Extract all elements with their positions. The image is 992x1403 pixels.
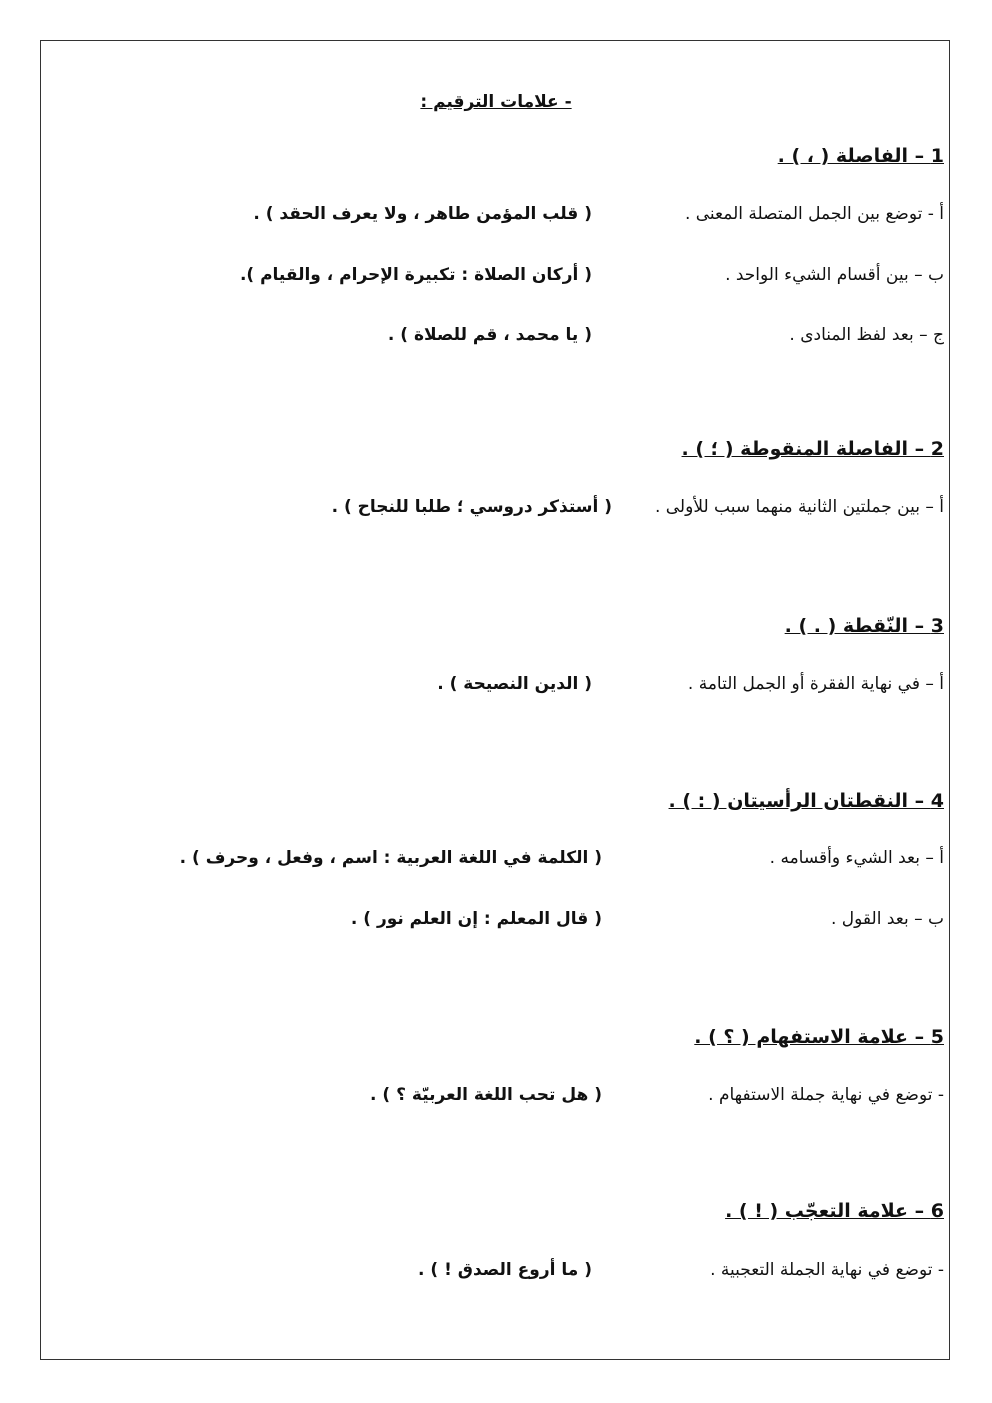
section-heading-colon: 4 – النقطتان الرأسيتان ( : ) . <box>668 790 944 812</box>
rule-example: ( الدين النصيحة ) . <box>437 674 592 694</box>
section-heading-comma: 1 – الفاصلة ( ، ) . <box>777 145 944 167</box>
document-title-text: - علامات الترقيم : <box>420 92 572 112</box>
section-heading-semicolon: 2 – الفاصلة المنقوطة ( ؛ ) . <box>681 438 944 460</box>
rule-description: ب – بين أقسام الشيء الواحد . <box>725 265 944 285</box>
rule-description: أ – بعد الشيء وأقسامه . <box>769 848 944 868</box>
rule-description: - توضع في نهاية الجملة التعجبية . <box>710 1260 944 1280</box>
rule-description: أ – في نهاية الفقرة أو الجمل التامة . <box>687 674 944 694</box>
page-frame <box>40 40 950 1360</box>
rule-description: ب – بعد القول . <box>830 909 944 929</box>
rule-example: ( قلب المؤمن طاهر ، ولا يعرف الحقد ) . <box>253 204 592 224</box>
rule-description: أ - توضع بين الجمل المتصلة المعنى . <box>684 204 944 224</box>
rule-example: ( يا محمد ، قم للصلاة ) . <box>387 325 592 345</box>
rule-description: ج – بعد لفظ المنادى . <box>789 325 944 345</box>
rule-example: ( الكلمة في اللغة العربية : اسم ، وفعل ، وحرف ) . <box>179 848 602 868</box>
rule-description: - توضع في نهاية جملة الاستفهام . <box>708 1085 944 1105</box>
rule-example: ( أستذكر دروسي ؛ طلبا للنجاح ) . <box>331 497 612 517</box>
rule-description: أ – بين جملتين الثانية منهما سبب للأولى . <box>654 497 944 517</box>
section-heading-exclamation-mark: 6 – علامة التعجّب ( ! ) . <box>725 1200 944 1222</box>
section-heading-period: 3 – النّقطة ( . ) . <box>784 615 944 637</box>
rule-example: ( ما أروع الصدق ! ) . <box>418 1260 592 1280</box>
document-title <box>0 92 992 112</box>
rule-example: ( هل تحب اللغة العربيّة ؟ ) . <box>370 1085 602 1105</box>
rule-example: ( أركان الصلاة : تكبيرة الإحرام ، والقيام ). <box>239 265 592 285</box>
section-heading-question-mark: 5 – علامة الاستفهام ( ؟ ) . <box>694 1026 944 1048</box>
rule-example: ( قال المعلم : إن العلم نور ) . <box>350 909 602 929</box>
